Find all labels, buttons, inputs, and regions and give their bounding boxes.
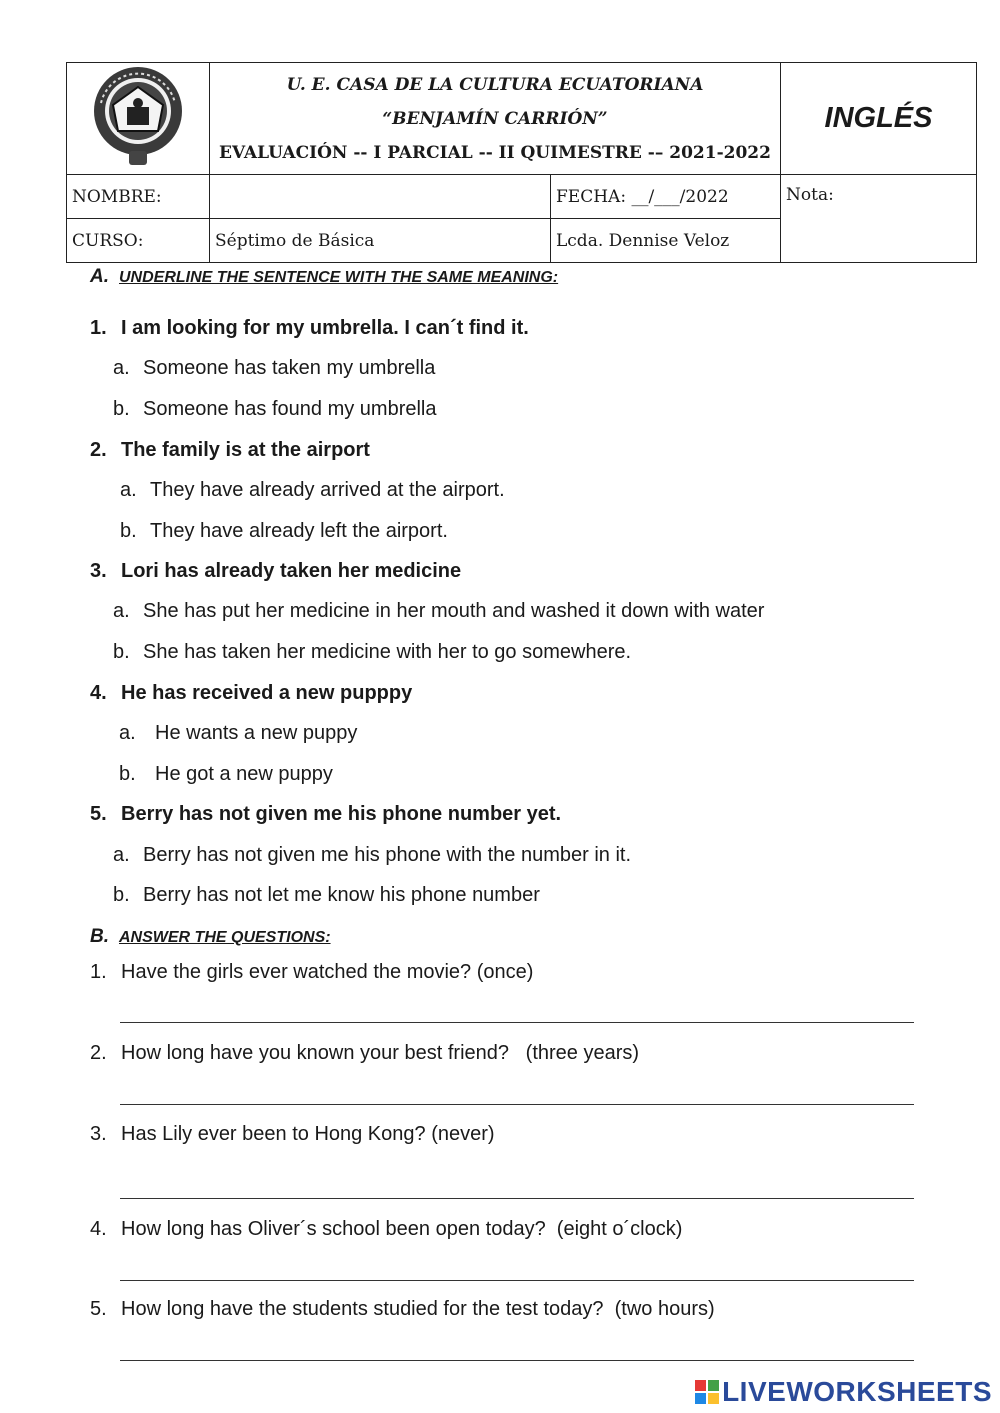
question-a4: 4. He has received a new pupppy bbox=[90, 682, 413, 704]
question-a3: 3. Lori has already taken her medicine bbox=[90, 560, 462, 582]
section-a-heading bbox=[90, 266, 558, 288]
section-letter: A. bbox=[90, 266, 109, 287]
question-a5: 5. Berry has not given me his phone number yet. bbox=[90, 803, 562, 825]
option-a1-b[interactable]: b. Someone has found my umbrella bbox=[113, 398, 437, 420]
option-a3-b[interactable]: b. She has taken her medicine with her to go somewhere. bbox=[113, 641, 632, 663]
option-a4-a[interactable]: a. He wants a new puppy bbox=[119, 722, 358, 744]
option-a5-a[interactable]: a. Berry has not given me his phone with the number in it. bbox=[113, 844, 632, 866]
school-subtitle: “BENJAMÍN CARRIÓN” bbox=[382, 108, 608, 129]
question-a1: 1. I am looking for my umbrella. I can´t find it. bbox=[90, 317, 529, 339]
question-b5: 5. How long have the students studied for the test today? (two hours) bbox=[90, 1298, 715, 1320]
question-b1: 1. Have the girls ever watched the movie? (once) bbox=[90, 961, 534, 983]
option-a3-a[interactable]: a. She has put her medicine in her mouth and washed it down with water bbox=[113, 600, 765, 622]
answer-line-1[interactable] bbox=[120, 1022, 914, 1023]
answer-line-4[interactable] bbox=[120, 1280, 914, 1281]
nombre-field[interactable] bbox=[210, 175, 551, 219]
curso-value: Séptimo de Básica bbox=[210, 219, 551, 263]
nota-label: Nota: bbox=[786, 185, 834, 205]
logo-cell bbox=[67, 63, 210, 175]
teacher-name: Lcda. Dennise Veloz bbox=[551, 219, 781, 263]
nombre-label: NOMBRE: bbox=[67, 175, 210, 219]
fecha-field[interactable]: FECHA: __/___/2022 bbox=[551, 175, 781, 219]
question-b4: 4. How long has Oliver´s school been open today? (eight o´clock) bbox=[90, 1218, 683, 1240]
option-a1-a[interactable]: a. Someone has taken my umbrella bbox=[113, 357, 436, 379]
question-a2: 2. The family is at the airport bbox=[90, 439, 370, 461]
brand-name: LIVEWORKSHEETS bbox=[722, 1376, 992, 1407]
liveworksheets-watermark bbox=[695, 1376, 992, 1408]
option-a2-b[interactable]: b. They have already left the airport. bbox=[120, 520, 448, 542]
option-a5-b[interactable]: b. Berry has not let me know his phone number bbox=[113, 884, 540, 906]
curso-label: CURSO: bbox=[67, 219, 210, 263]
answer-line-3[interactable] bbox=[120, 1198, 914, 1199]
section-letter: B. bbox=[90, 926, 109, 947]
answer-line-2[interactable] bbox=[120, 1104, 914, 1105]
option-a4-b[interactable]: b. He got a new puppy bbox=[119, 763, 333, 785]
question-b3: 3. Has Lily ever been to Hong Kong? (never) bbox=[90, 1123, 495, 1145]
section-title: ANSWER THE QUESTIONS: bbox=[119, 929, 331, 946]
school-name: U. E. CASA DE LA CULTURA ECUATORIANA bbox=[286, 74, 704, 95]
nota-field[interactable] bbox=[781, 175, 977, 263]
school-info bbox=[210, 63, 781, 175]
answer-line-5[interactable] bbox=[120, 1360, 914, 1361]
option-a2-a[interactable]: a. They have already arrived at the airport. bbox=[120, 479, 505, 501]
liveworksheets-logo-icon bbox=[695, 1380, 719, 1404]
section-title: UNDERLINE THE SENTENCE WITH THE SAME MEANING: bbox=[119, 269, 559, 286]
section-b-heading bbox=[90, 926, 331, 948]
subject-title: INGLÉS bbox=[781, 63, 977, 175]
question-b2: 2. How long have you known your best friend? (three years) bbox=[90, 1042, 640, 1064]
exam-title: EVALUACIÓN -- I PARCIAL -- II QUIMESTRE -– 2021-2022 bbox=[219, 142, 771, 163]
school-crest-icon bbox=[79, 63, 197, 169]
header-table bbox=[66, 62, 977, 263]
